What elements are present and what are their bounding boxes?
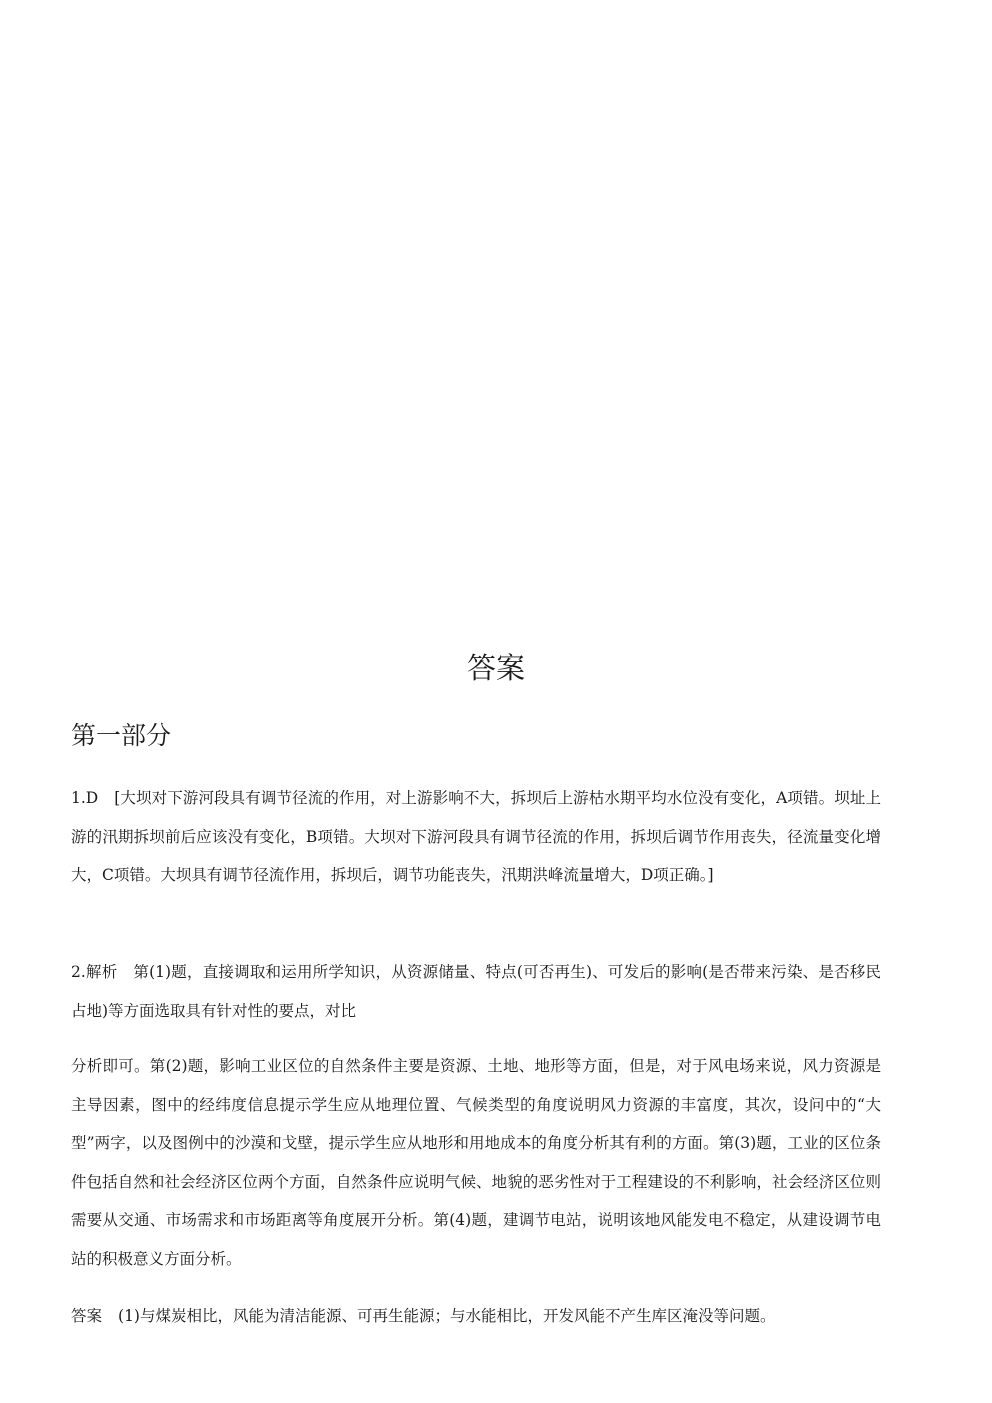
answer-text: (1)与煤炭相比，风能为清洁能源、可再生能源；与水能相比，开发风能不产生库区淹没等问题。	[118, 1307, 776, 1325]
question-2-continuation: 分析即可。第(2)题，影响工业区位的自然条件主要是资源、土地、地形等方面，但是，对于风电场来说，风力资源是主导因素，图中的经纬度信息提示学生应从地理位置、气候类型的角度说明风力资源的丰富度，其次，设问中的“大型”两字，以及图例中的沙漠和戈壁，提示学生应从地形和用地成本的角度分析其有利的方面。第(3)题，工业的区位条件包括自然和社会经济区位两个方面，自然条件应说明气候、地貌的恶劣性对于工程建设的不利影响，社会经济区位则需要从交通、市场需求和市场距离等角度展开分析。第(4)题，建调节电站，说明该地风能发电不稳定，从建设调节电站的积极意义方面分析。	[71, 1057, 881, 1268]
question-2-paragraph	[71, 953, 881, 1030]
section-heading: 第一部分	[71, 721, 172, 750]
question-2-label: 2.解析	[71, 963, 118, 981]
question-1-label: 1.D	[71, 789, 99, 807]
question-1-text: [大坝对下游河段具有调节径流的作用，对上游影响不大，拆坝后上游枯水期平均水位没有变化，A项错。坝址上游的汛期拆坝前后应该没有变化，B项错。大坝对下游河段具有调节径流的作用，拆坝后调节作用丧失，径流量变化增大，C项错。大坝具有调节径流作用，拆坝后，调节功能丧失，汛期洪峰流量增大，D项正确。]	[71, 789, 881, 885]
answer-paragraph	[71, 1297, 881, 1336]
question-1-paragraph	[71, 779, 881, 895]
answer-label: 答案	[71, 1307, 103, 1325]
page-title: 答案	[466, 651, 525, 685]
question-2-text: 第(1)题，直接调取和运用所学知识，从资源储量、特点(可否再生)、可发后的影响(是否带来污染、是否移民占地)等方面选取具有针对性的要点，对比	[71, 963, 881, 1020]
